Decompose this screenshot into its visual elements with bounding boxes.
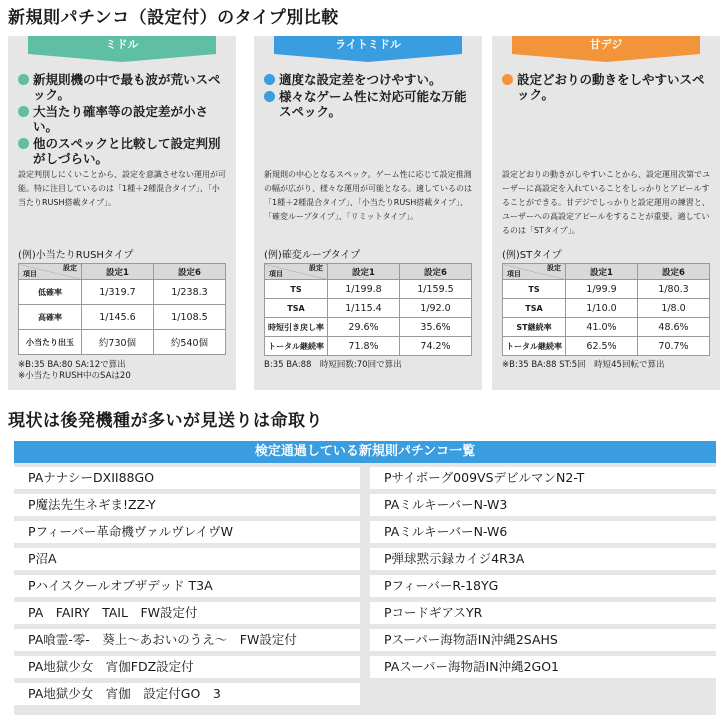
- calc-note: [18, 360, 131, 382]
- spec-row: [265, 280, 472, 299]
- panel-amadeji: [492, 36, 720, 390]
- list-item: P弾球黙示録カイジ4R3A: [370, 548, 716, 570]
- bullet-dot-icon: [18, 74, 29, 85]
- bullet-dot-icon: [264, 74, 275, 85]
- list-item: [370, 683, 716, 705]
- list-item: Pサイボーグ009VSデビルマンN2-T: [370, 467, 716, 489]
- spec-value: 約730個: [82, 330, 154, 355]
- feature-list: [502, 72, 710, 104]
- spec-row-label: トータル継続率: [503, 337, 566, 356]
- spec-row-label: 低確率: [19, 280, 82, 305]
- list-item: PA喰霊-零- 葵上～あおいのうえ～ FW設定付: [14, 629, 360, 651]
- spec-value: 29.6%: [328, 318, 400, 337]
- calc-note-line: ※B:35 BA:88 ST:5回 時短45回転で算出: [502, 360, 665, 370]
- corner-setting-label: 設定: [63, 264, 77, 272]
- spec-value: 1/92.0: [400, 299, 472, 318]
- spec-col-header: 設定6: [638, 264, 710, 280]
- feature-item: [264, 72, 472, 87]
- list-item: PAナナシーDXII88GO: [14, 467, 360, 489]
- list-item: PAミルキーバーN-W3: [370, 494, 716, 516]
- spec-row: [503, 280, 710, 299]
- spec-row-label: TSA: [503, 299, 566, 318]
- spec-col-header: 設定1: [566, 264, 638, 280]
- spec-row: [19, 305, 226, 330]
- spec-value: 1/145.6: [82, 305, 154, 330]
- description-text: 設定どおりの動きがしやすいことから、設定運用次第でユーザーに高設定を入れていることをしっかりとアピールすることができる。甘デジでしっかりと設定運用の練習と、ユーザーへの高設定アピールをすることが重要。適しているのは「STタイプ」。: [502, 170, 710, 235]
- spec-row: [265, 337, 472, 356]
- spec-value: 1/10.0: [566, 299, 638, 318]
- spec-table: [264, 263, 472, 356]
- machine-list: [14, 441, 716, 715]
- spec-row-label: ST継続率: [503, 318, 566, 337]
- corner-setting-label: 設定: [309, 264, 323, 272]
- spec-value: 70.7%: [638, 337, 710, 356]
- spec-corner-cell: [265, 264, 328, 280]
- feature-list: [264, 72, 472, 121]
- spec-value: 1/159.5: [400, 280, 472, 299]
- list-item: PA地獄少女 宵伽FDZ設定付: [14, 656, 360, 678]
- spec-value: 35.6%: [400, 318, 472, 337]
- calc-note: [264, 360, 402, 371]
- page-title: 新規則パチンコ（設定付）のタイプ別比較: [8, 8, 339, 28]
- spec-value: 41.0%: [566, 318, 638, 337]
- spec-value: 74.2%: [400, 337, 472, 356]
- spec-row: [503, 318, 710, 337]
- type-ribbon: ライトミドル: [274, 36, 462, 54]
- list-item: Pフィーバー革命機ヴァルヴレイヴW: [14, 521, 360, 543]
- type-ribbon: ミドル: [28, 36, 216, 54]
- corner-setting-label: 設定: [547, 264, 561, 272]
- feature-text: 大当たり確率等の設定差が小さい。: [33, 104, 209, 134]
- example-label: (例)STタイプ: [502, 250, 562, 261]
- spec-value: 1/238.3: [154, 280, 226, 305]
- spec-value: 1/115.4: [328, 299, 400, 318]
- list-item: PフィーバーR-18YG: [370, 575, 716, 597]
- calc-note: [502, 360, 664, 371]
- feature-text: 適度な設定差をつけやすい。: [279, 72, 442, 87]
- spec-header-row: [19, 264, 226, 280]
- feature-list: [18, 72, 226, 168]
- spec-value: 1/80.3: [638, 280, 710, 299]
- description-text: 新規則の中心となるスペック。ゲーム性に応じて設定推測の幅が広がり、様々な運用が可能となる。適しているのは「1種＋2種混合タイプ」、「小当たりRUSH搭載タイプ」、「確変ループタイプ」、「リミットタイプ」。: [264, 170, 472, 221]
- bullet-dot-icon: [502, 74, 513, 85]
- feature-text: 新規則機の中で最も波が荒いスペック。: [33, 72, 221, 102]
- list-item: PA地獄少女 宵伽 設定付GO 3: [14, 683, 360, 705]
- corner-item-label: 項目: [507, 270, 521, 278]
- spec-row: [265, 299, 472, 318]
- feature-text: 設定どおりの動きをしやすいスペック。: [517, 72, 705, 102]
- list-item: P沼A: [14, 548, 360, 570]
- list-item: PA FAIRY TAIL FW設定付: [14, 602, 360, 624]
- calc-note-line: ※小当たりRUSH中のSAは20: [18, 371, 131, 381]
- spec-row: [503, 337, 710, 356]
- spec-table: [18, 263, 226, 355]
- spec-value: 1/99.9: [566, 280, 638, 299]
- example-label: (例)小当たりRUSHタイプ: [18, 250, 134, 261]
- spec-corner-cell: [19, 264, 82, 280]
- spec-row: [265, 318, 472, 337]
- feature-item: [18, 72, 226, 102]
- spec-row-label: 時短引き戻し率: [265, 318, 328, 337]
- corner-item-label: 項目: [269, 270, 283, 278]
- spec-row-label: 小当たり出玉: [19, 330, 82, 355]
- spec-value: 1/319.7: [82, 280, 154, 305]
- list-item: Pハイスクールオブザデッド T3A: [14, 575, 360, 597]
- corner-item-label: 項目: [23, 270, 37, 278]
- spec-value: 62.5%: [566, 337, 638, 356]
- spec-header-row: [503, 264, 710, 280]
- list-item: Pスーパー海物語IN沖縄2SAHS: [370, 629, 716, 651]
- list-item: PAミルキーバーN-W6: [370, 521, 716, 543]
- spec-row-label: TSA: [265, 299, 328, 318]
- section-title: 現状は後発機種が多いが見送りは命取り: [8, 411, 323, 431]
- spec-col-header: 設定1: [328, 264, 400, 280]
- feature-item: [18, 104, 226, 134]
- feature-text: 他のスペックと比較して設定判別がしづらい。: [33, 136, 221, 166]
- spec-value: 約540個: [154, 330, 226, 355]
- panel-middle: [8, 36, 236, 390]
- list-item: P魔法先生ネギま!ZZ-Y: [14, 494, 360, 516]
- feature-text: 様々なゲーム性に対応可能な万能スペック。: [279, 89, 467, 119]
- bullet-dot-icon: [18, 138, 29, 149]
- spec-row: [19, 330, 226, 355]
- spec-col-header: 設定6: [154, 264, 226, 280]
- list-item: PコードギアスYR: [370, 602, 716, 624]
- calc-note-line: ※B:35 BA:80 SA:12で算出: [18, 360, 126, 370]
- spec-row-label: TS: [265, 280, 328, 299]
- bullet-dot-icon: [264, 91, 275, 102]
- panel-light-middle: [254, 36, 482, 390]
- spec-row-label: 高確率: [19, 305, 82, 330]
- spec-row-label: トータル継続率: [265, 337, 328, 356]
- spec-value: 1/199.8: [328, 280, 400, 299]
- feature-item: [18, 136, 226, 166]
- spec-value: 1/108.5: [154, 305, 226, 330]
- spec-value: 71.8%: [328, 337, 400, 356]
- spec-row: [503, 299, 710, 318]
- spec-value: 48.6%: [638, 318, 710, 337]
- spec-corner-cell: [503, 264, 566, 280]
- example-label: (例)確変ループタイプ: [264, 250, 361, 261]
- spec-col-header: 設定6: [400, 264, 472, 280]
- list-item: PAスーパー海物語IN沖縄2GO1: [370, 656, 716, 678]
- feature-item: [264, 89, 472, 119]
- feature-item: [502, 72, 710, 102]
- list-grid: [14, 467, 716, 705]
- spec-table: [502, 263, 710, 356]
- type-ribbon: 甘デジ: [512, 36, 700, 54]
- spec-row-label: TS: [503, 280, 566, 299]
- description-text: 設定判別しにくいことから、設定を意識させない運用が可能。特に注目しているのは「1種＋2種混合タイプ」、「小当たりRUSH搭載タイプ」。: [18, 170, 226, 207]
- bullet-dot-icon: [18, 106, 29, 117]
- spec-col-header: 設定1: [82, 264, 154, 280]
- spec-header-row: [265, 264, 472, 280]
- spec-value: 1/8.0: [638, 299, 710, 318]
- calc-note-line: B:35 BA:88 時短回数:70回で算出: [264, 360, 402, 370]
- list-header: 検定通過している新規則パチンコ一覧: [14, 441, 716, 463]
- spec-row: [19, 280, 226, 305]
